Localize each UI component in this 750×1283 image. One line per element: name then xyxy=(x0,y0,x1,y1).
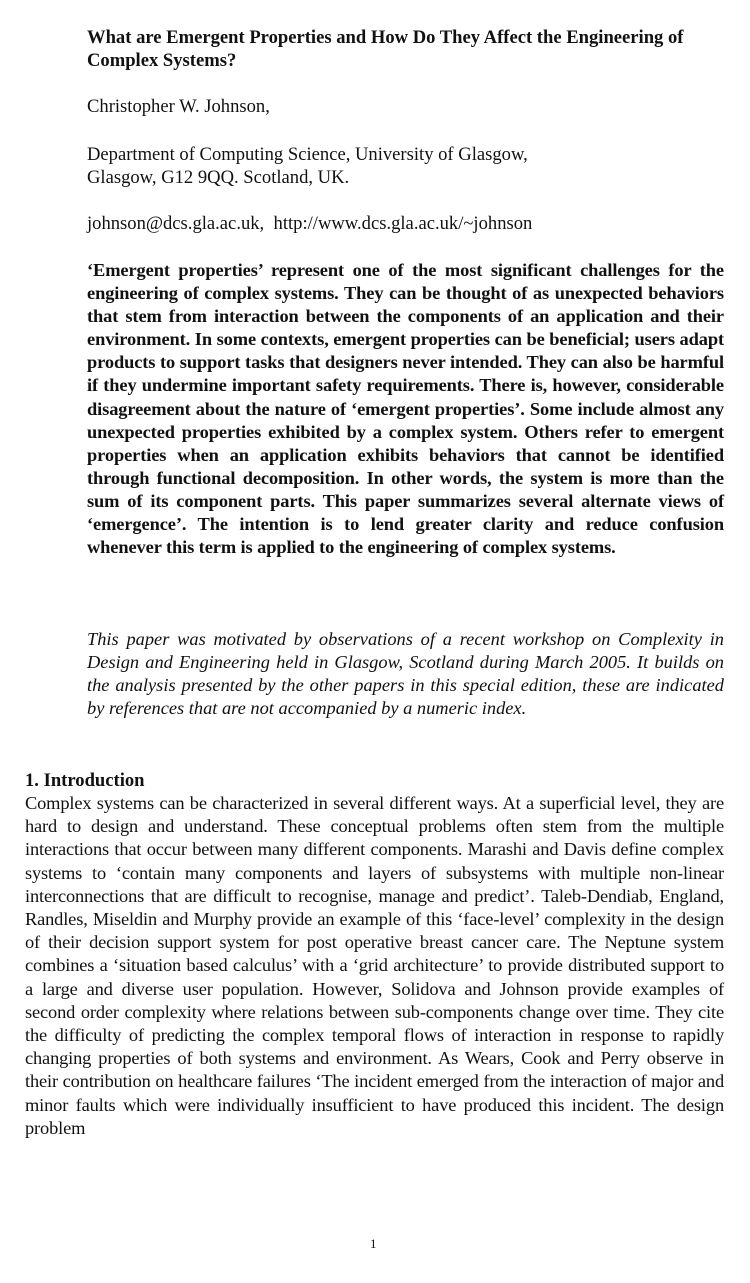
motivation-note: This paper was motivated by observations of a recent workshop on Complexity in Design and Engineering held in Glasgow, Scotland during March 2005. It builds on the analysis presented by the other papers in this special edition, these are indicated by references that are not accompanied by a numeric index. xyxy=(87,629,724,719)
author-url: http://www.dcs.gla.ac.uk/~johnson xyxy=(273,213,533,234)
author-email: johnson@dcs.gla.ac.uk, xyxy=(87,213,265,234)
paper-title: What are Emergent Properties and How Do They Affect the Engineering of Complex Systems? xyxy=(87,27,684,71)
author-name: Christopher W. Johnson, xyxy=(87,96,270,117)
affiliation-line-2: Glasgow, G12 9QQ. Scotland, UK. xyxy=(87,167,350,188)
author-affiliation xyxy=(87,143,528,189)
abstract: ‘Emergent properties’ represent one of the most significant challenges for the engineering of complex systems. They can be thought of as unexpected behaviors that stem from interaction between the components of an application and their environment. In some contexts, emergent properties can be beneficial; users adapt products to support tasks that designers never intended. They can also be harmful if they undermine important safety requirements. There is, however, considerable disagreement about the nature of ‘emergent properties’. Some include almost any unexpected properties exhibited by a complex system. Others refer to emergent properties when an application exhibits behaviors that cannot be identified through functional decomposition. In other words, the system is more than the sum of its component parts. This paper summarizes several alternate views of ‘emergence’. The intention is to lend greater clarity and reduce confusion whenever this term is applied to the engineering of complex systems. xyxy=(87,260,724,558)
section-body-introduction: Complex systems can be characterized in several different ways. At a superficial level, they are hard to design and understand. These conceptual problems often stem from the multiple interactions that occur between many different components. Marashi and Davis define complex systems to ‘contain many components and layers of subsystems with multiple non-linear interconnections that are difficult to recognise, manage and predict’. Taleb-Dendiab, England, Randles, Miseldin and Murphy provide an example of this ‘face-level’ complexity in the design of their decision support system for post operative breast cancer care. The Neptune system combines a ‘situation based calculus’ with a ‘grid architecture’ to provide distributed support to a large and diverse user population. However, Solidova and Johnson provide examples of second order complexity where relations between sub-components change over time. They cite the difficulty of predicting the complex temporal flows of interaction in response to rapidly changing properties of both systems and environment. As Wears, Cook and Perry observe in their contribution on healthcare failures ‘The incident emerged from the interaction of major and minor faults which were individually insufficient to have produced this incident. The design problem xyxy=(25,793,724,1138)
author-contact xyxy=(87,212,532,235)
page-number: 1 xyxy=(370,1236,377,1251)
section-heading-introduction: 1. Introduction xyxy=(25,770,145,791)
affiliation-line-1: Department of Computing Science, University of Glasgow, xyxy=(87,144,528,165)
